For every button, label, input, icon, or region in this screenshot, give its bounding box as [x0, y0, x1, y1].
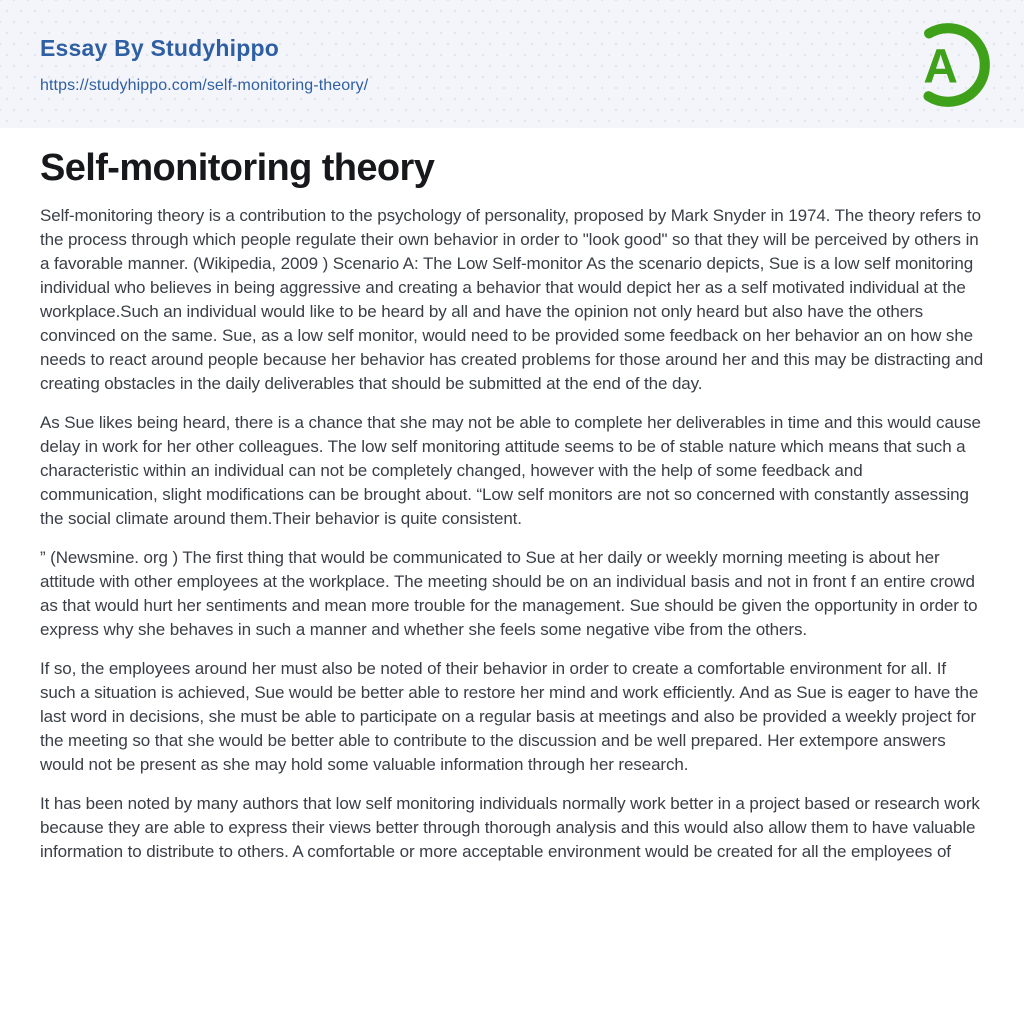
- article-paragraph-3: ” (Newsmine. org ) The first thing that would be communicated to Sue at her daily or weekly morning meeting is about her attitude with other employees at the workplace. The meeting should be on an individual basis and not in front f an entire crowd as that would hurt her sentiments and mean more trouble for the management. Sue should be given the opportunity in order to express why she behaves in such a manner and whether she feels some negative vibe from the others.: [40, 548, 978, 639]
- studyhippo-logo-icon: [902, 19, 994, 111]
- article-title: Self-monitoring theory: [40, 147, 435, 189]
- header-text-block: [40, 33, 368, 95]
- site-header: [0, 0, 1024, 128]
- article-paragraph-5: It has been noted by many authors that low self monitoring individuals normally work better in a project based or research work because they are able to express their views better through thorough analysis and this would also allow them to have valuable information to distribute to others. A comfortable or more acceptable environment would be created for all the employees of: [40, 794, 980, 861]
- article-content: [0, 128, 1024, 864]
- page-url-link[interactable]: https://studyhippo.com/self-monitoring-theory/: [40, 77, 369, 94]
- logo-letter: A: [923, 40, 958, 94]
- site-name: Essay By Studyhippo: [40, 35, 279, 61]
- article-paragraph-4: If so, the employees around her must also be noted of their behavior in order to create a comfortable environment for all. If such a situation is achieved, Sue would be better able to restore her mind and work efficiently. And as Sue is eager to have the last word in decisions, she must be able to participate on a regular basis at meetings and also be provided a weekly project for the meeting so that she would be better able to contribute to the discussion and be well prepared. Her extempore answers would not be present as she may hold some valuable information through her research.: [40, 659, 979, 774]
- article-paragraph-2: As Sue likes being heard, there is a chance that she may not be able to complete her deliverables in time and this would cause delay in work for her other colleagues. The low self monitoring attitude seems to be of stable nature which means that such a characteristic within an individual can not be completely changed, however with the help of some feedback and communication, slight modifications can be brought about. “Low self monitors are not so concerned with constantly assessing the social climate around them.Their behavior is quite consistent.: [40, 413, 981, 528]
- article-paragraph-1: Self-monitoring theory is a contribution to the psychology of personality, proposed by Mark Snyder in 1974. The theory refers to the process through which people regulate their own behavior in order to "look good" so that they will be perceived by others in a favorable manner. (Wikipedia, 2009 ) Scenario A: The Low Self-monitor As the scenario depicts, Sue is a low self monitoring individual who believes in being aggressive and creating a behavior that would depict her as a self motivated individual at the workplace.Such an individual would like to be heard by all and have the opinion not only heard but also have the others convinced on the same. Sue, as a low self monitor, would need to be provided some feedback on her behavior an on how she needs to react around people because her behavior has created problems for those around her and this may be distracting and creating obstacles in the daily deliverables that should be submitted at the end of the day.: [40, 206, 984, 393]
